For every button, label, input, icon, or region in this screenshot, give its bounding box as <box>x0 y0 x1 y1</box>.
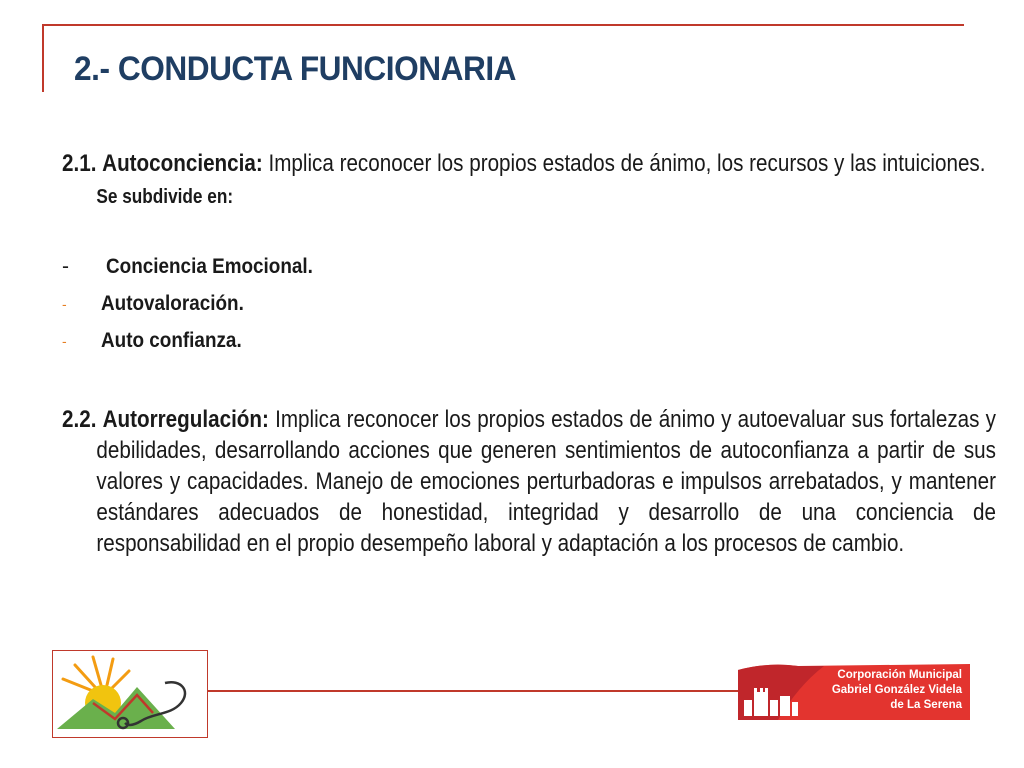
dash-bullet: - <box>62 333 67 349</box>
corporation-logo <box>738 662 970 720</box>
slide-title: 2.- CONDUCTA FUNCIONARIA <box>74 50 517 88</box>
corporation-name <box>832 668 962 713</box>
subdivide-label: Se subdivide en: <box>96 186 234 208</box>
section-body: Implica reconocer los propios estados de ánimo, los recursos y las intuiciones. <box>268 150 986 177</box>
section-heading: Autorregulación: <box>102 406 269 433</box>
list-item-label: Auto confianza. <box>101 329 242 352</box>
list-item-label: Autovaloración. <box>101 292 244 315</box>
list-item-label: Conciencia Emocional. <box>106 255 313 278</box>
header-frame-line <box>42 24 964 26</box>
section-number: 2.1. <box>62 150 97 177</box>
header-frame-corner <box>42 24 44 92</box>
subdivision-list <box>62 255 962 366</box>
corporation-name-line: Gabriel González Videla <box>831 684 962 696</box>
section-heading: Autoconciencia: <box>102 150 263 177</box>
list-item <box>62 329 962 366</box>
health-logo <box>52 650 208 738</box>
section-autoconciencia <box>62 148 996 213</box>
section-number: 2.2. <box>62 406 97 433</box>
corporation-name-line: Corporación Municipal <box>837 669 962 681</box>
footer-divider <box>206 690 746 692</box>
section-body: Implica reconocer los propios estados de ánimo y autoevaluar sus fortalezas y debilidades, desarrollando acciones que generen sentimientos de autoconfianza a partir de sus valores y capacidades. Manejo de emociones perturbadoras e impulsos arrebatados, y mantener estándares adecuados de honestidad, integridad y desarrollo de una conciencia de responsabilidad en el propio desempeño laboral y adaptación a los procesos de cambio. <box>96 406 996 557</box>
section-autorregulacion <box>62 404 996 559</box>
list-item <box>62 292 962 329</box>
list-item <box>62 255 962 292</box>
corporation-name-line: de La Serena <box>890 699 962 711</box>
sun-mountain-stethoscope-icon <box>53 651 207 737</box>
slide-content <box>62 148 996 559</box>
dash-bullet: - <box>62 255 69 278</box>
dash-bullet: - <box>62 296 67 312</box>
